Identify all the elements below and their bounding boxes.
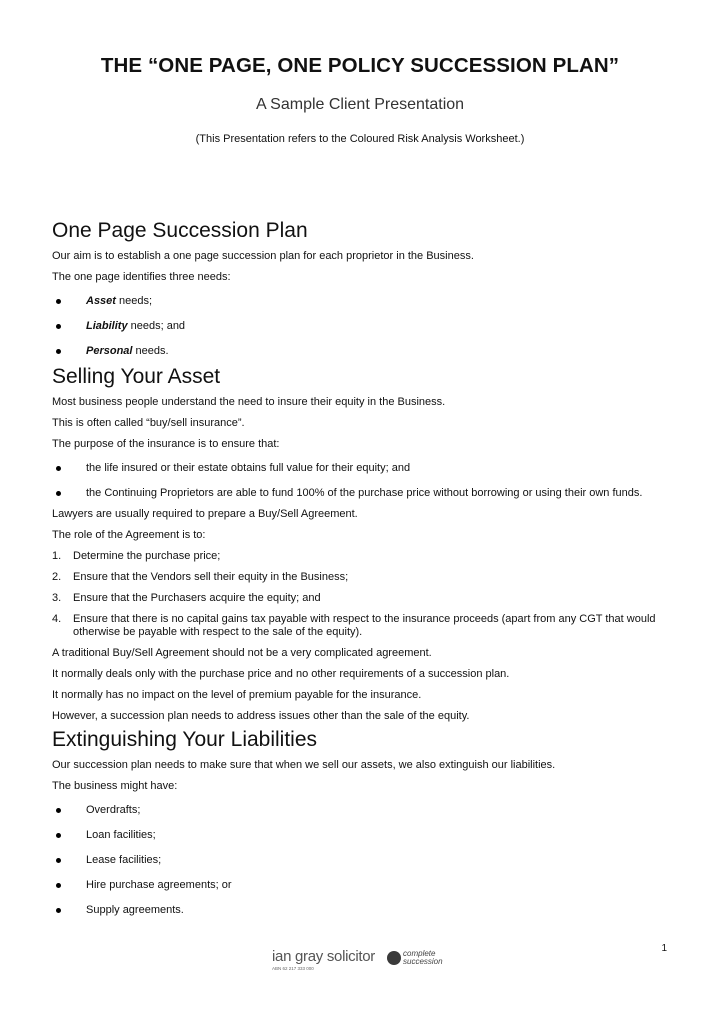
- agreement-role-list: [52, 550, 672, 639]
- numbered-item: [52, 592, 672, 605]
- bullet-icon: [56, 808, 61, 813]
- list-item: [52, 879, 672, 892]
- need-term: Asset: [86, 295, 116, 307]
- list-item-text: the Continuing Proprietors are able to fund 100% of the purchase price without borrowing or using their own funds.: [86, 487, 643, 499]
- item-number: 2.: [52, 571, 62, 583]
- item-number: 1.: [52, 550, 62, 562]
- item-number: 4.: [52, 613, 62, 625]
- bullet-icon: [56, 324, 61, 329]
- bullet-icon: [56, 908, 61, 913]
- paragraph: The purpose of the insurance is to ensure that:: [52, 438, 280, 450]
- bullet-icon: [56, 833, 61, 838]
- list-item: [52, 320, 672, 333]
- ian-gray-solicitor-logo: [272, 948, 375, 972]
- paragraph: Our aim is to establish a one page succession plan for each proprietor in the Business.: [52, 250, 474, 262]
- item-text: Ensure that the Vendors sell their equity in the Business;: [73, 571, 349, 583]
- logo-ian-abn: ABN 62 217 333 000: [272, 966, 314, 971]
- list-item-text: Lease facilities;: [86, 854, 162, 866]
- item-text: Determine the purchase price;: [73, 550, 221, 562]
- logo-cs-text: [403, 950, 443, 966]
- paragraph: However, a succession plan needs to address issues other than the sale of the equity.: [52, 710, 470, 722]
- footer-logos: [272, 948, 462, 984]
- list-item-text: Loan facilities;: [86, 829, 156, 841]
- paragraph: A traditional Buy/Sell Agreement should not be a very complicated agreement.: [52, 647, 432, 659]
- paragraph: This is often called “buy/sell insurance”.: [52, 417, 245, 429]
- liabilities-list: [52, 804, 672, 917]
- list-item: [52, 295, 672, 308]
- list-item: [52, 487, 672, 500]
- need-rest: needs;: [115, 295, 153, 307]
- numbered-item: [52, 571, 672, 584]
- item-text: Ensure that the Purchasers acquire the equity; and: [73, 592, 321, 604]
- bullet-icon: [56, 883, 61, 888]
- purpose-list: [52, 462, 672, 500]
- needs-list: [52, 295, 672, 358]
- bullet-icon: [56, 349, 61, 354]
- paragraph: It normally deals only with the purchase price and no other requirements of a succession plan.: [52, 668, 510, 680]
- logo-cs-line1: complete: [403, 949, 436, 958]
- numbered-item: [52, 550, 672, 563]
- presentation-note: (This Presentation refers to the Coloured Risk Analysis Worksheet.): [195, 133, 525, 145]
- paragraph: The business might have:: [52, 780, 178, 792]
- bullet-icon: [56, 299, 61, 304]
- logo-mark-icon: [387, 951, 401, 965]
- paragraph: The one page identifies three needs:: [52, 271, 231, 283]
- subtitle: A Sample Client Presentation: [255, 96, 465, 113]
- list-item-text: Hire purchase agreements; or: [86, 879, 232, 891]
- list-item: [52, 829, 672, 842]
- need-term: Personal: [86, 345, 133, 357]
- item-number: 3.: [52, 592, 62, 604]
- logo-cs-line2: succession: [403, 957, 443, 966]
- item-text: Ensure that there is no capital gains tax payable with respect to the insurance proceeds (apart from any CGT that would otherwise be payable with respect to the sale of the equity).: [73, 613, 656, 638]
- list-item: [52, 345, 672, 358]
- paragraph: The role of the Agreement is to:: [52, 529, 206, 541]
- need-rest: needs; and: [127, 320, 186, 332]
- paragraph: Most business people understand the need to insure their equity in the Business.: [52, 396, 446, 408]
- paragraph: Our succession plan needs to make sure that when we sell our assets, we also extinguish our liabilities.: [52, 759, 556, 771]
- section-heading-liabilities: Extinguishing Your Liabilities: [52, 728, 318, 751]
- logo-ian-name: ian gray solicitor: [272, 948, 375, 965]
- section-heading-selling-asset: Selling Your Asset: [52, 365, 221, 388]
- list-item-text: Supply agreements.: [86, 904, 184, 916]
- list-item-text: Overdrafts;: [86, 804, 141, 816]
- need-term: Liability: [86, 320, 128, 332]
- list-item-text: the life insured or their estate obtains full value for their equity; and: [86, 462, 411, 474]
- list-item: [52, 804, 672, 817]
- bullet-icon: [56, 491, 61, 496]
- list-item: [52, 854, 672, 867]
- bullet-icon: [56, 858, 61, 863]
- list-item: [52, 904, 672, 917]
- page-number: 1: [661, 943, 667, 954]
- document-body: [52, 218, 672, 929]
- paragraph: It normally has no impact on the level of premium payable for the insurance.: [52, 689, 422, 701]
- page-title: THE “ONE PAGE, ONE POLICY SUCCESSION PLAN”: [100, 54, 620, 77]
- list-item: [52, 462, 672, 475]
- section-heading-one-page-plan: One Page Succession Plan: [52, 219, 308, 242]
- paragraph: Lawyers are usually required to prepare a Buy/Sell Agreement.: [52, 508, 358, 520]
- need-rest: needs.: [132, 345, 169, 357]
- bullet-icon: [56, 466, 61, 471]
- numbered-item: [52, 613, 672, 639]
